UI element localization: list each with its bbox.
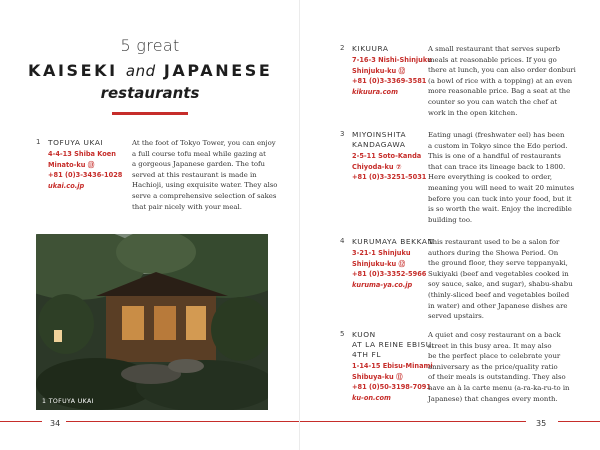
entry-name-line: KURUMAYA BEKKAN xyxy=(352,237,434,246)
description-line: soy sauce, sake, and sugar), shabu-shabu xyxy=(428,280,573,289)
entry-number: 3 xyxy=(340,130,345,138)
description-line: Here everything is cooked to order, xyxy=(428,173,553,182)
description-line: serve a comprehensive selection of sakes xyxy=(132,191,277,200)
footer-rule-left-long xyxy=(66,421,300,422)
entry-address xyxy=(352,248,426,290)
website-link[interactable]: kuruma-ya.co.jp xyxy=(352,280,413,289)
entry-description xyxy=(428,44,576,118)
entry-4 xyxy=(340,237,590,327)
description-line: Hachioji, using exquisite water. They also xyxy=(132,181,278,190)
description-line: (thinly-sliced beef and vegetables boiled xyxy=(428,290,570,299)
entry-address xyxy=(48,149,122,191)
address-line: Chiyoda-ku ⑦ xyxy=(352,162,402,171)
entry-name-line: 4TH FL xyxy=(352,350,382,359)
description-line: there at lunch, you can also order donburi xyxy=(428,66,576,75)
title-word-japanese: JAPANESE xyxy=(163,61,273,80)
entry-name-line: KIKUURA xyxy=(352,44,389,53)
description-line: A quiet and cosy restaurant on a back xyxy=(428,331,561,339)
address-line: 7-16-3 Nishi-Shinjuku xyxy=(352,56,432,64)
address-line: 2-5-11 Soto-Kanda xyxy=(352,152,422,160)
entry-description xyxy=(132,138,277,212)
description-line: of their meals is outstanding. They also xyxy=(428,373,566,382)
entry-name xyxy=(352,130,406,150)
description-line: before you can tuck into your food, but it xyxy=(428,194,572,203)
phone-number: +81 (0)50-3198-7091 xyxy=(352,383,431,392)
description-line: is so worth the wait. Enjoy the incredible xyxy=(428,205,572,214)
description-line: served upstairs. xyxy=(428,312,484,321)
entry-description xyxy=(428,130,574,225)
description-line: authors during the Showa Period. On xyxy=(428,248,559,257)
entry-name-line: TOFUYA UKAI xyxy=(48,138,104,147)
page-number-right: 35 xyxy=(536,419,547,428)
entry-number: 4 xyxy=(340,237,345,245)
entry-3 xyxy=(340,130,590,230)
restaurant-photo xyxy=(36,234,268,410)
entry-name-line: KANDAGAWA xyxy=(352,140,406,149)
entry-number: 5 xyxy=(340,330,345,338)
title-line-3: restaurants xyxy=(100,84,200,102)
title-word-and: and xyxy=(125,62,156,80)
description-line: counter so you can watch the chef at xyxy=(428,97,558,106)
address-line: 1-14-15 Ebisu-Minami xyxy=(352,362,433,370)
title-line-1: 5 great xyxy=(120,36,180,55)
title-underline xyxy=(112,112,188,115)
address-line: Shibuya-ku ⑪ xyxy=(352,372,403,381)
description-line: Sukiyaki (beef and vegetables cooked in xyxy=(428,269,569,278)
website-link[interactable]: kikuura.com xyxy=(352,87,398,96)
footer-rule-right xyxy=(558,421,600,422)
page-number-left: 34 xyxy=(50,419,61,428)
address-line: 3-21-1 Shinjuku xyxy=(352,249,411,257)
entry-address xyxy=(352,361,433,403)
description-line: a gorgeous Japanese garden. The tofu xyxy=(132,160,265,169)
photo-illustration xyxy=(36,234,268,410)
title-block xyxy=(28,36,272,102)
entry-description xyxy=(428,237,573,322)
entry-name-line: KUON xyxy=(352,330,376,339)
description-line: that pair nicely with your meal. xyxy=(132,202,242,211)
photo-caption: 1 TOFUYA UKAI xyxy=(42,398,94,405)
description-line: meaning you will need to wait 20 minutes xyxy=(428,183,575,192)
description-line: At the foot of Tokyo Tower, you can enjoy xyxy=(132,139,276,147)
entry-name-line: AT LA REINE EBISU, xyxy=(352,340,435,349)
entry-number: 2 xyxy=(340,44,345,52)
description-line: a full course tofu meal while gazing at xyxy=(132,149,266,158)
entry-1 xyxy=(36,138,276,228)
phone-number: +81 (0)3-3251-5031 xyxy=(352,173,427,182)
description-line: This restaurant used to be a salon for xyxy=(428,238,560,246)
entry-name xyxy=(352,237,434,247)
footer-rule-left xyxy=(0,421,42,422)
phone-number: +81 (0)3-3369-3581 xyxy=(352,77,427,86)
entry-name xyxy=(352,44,389,54)
phone-number: +81 (0)3-3436-1028 xyxy=(48,171,123,180)
description-line: street in this busy area. It may also xyxy=(428,341,552,350)
address-line: 4-4-13 Shiba Koen xyxy=(48,150,116,158)
entry-address xyxy=(352,55,432,97)
address-line: Shinjuku-ku ⑫ xyxy=(352,66,406,75)
phone-number: +81 (0)3-3352-5966 xyxy=(352,270,427,279)
description-line: be the perfect place to celebrate your xyxy=(428,352,561,361)
description-line: the ground floor, they serve teppanyaki, xyxy=(428,259,568,268)
website-link[interactable]: ukai.co.jp xyxy=(48,181,85,190)
description-line: This is one of a handful of restaurants xyxy=(428,152,561,161)
address-line: Shinjuku-ku ⑫ xyxy=(352,259,406,268)
entry-name xyxy=(352,330,435,360)
entry-number: 1 xyxy=(36,138,41,146)
description-line: meals at reasonable prices. If you go xyxy=(428,55,557,64)
address-line: Minato-ku ⑬ xyxy=(48,160,95,169)
description-line: A small restaurant that serves superb xyxy=(428,45,561,53)
entry-name-line: MIYOINSHITA xyxy=(352,130,407,139)
entry-2 xyxy=(340,44,590,124)
title-line-2 xyxy=(28,61,272,80)
entry-description xyxy=(428,330,570,404)
description-line: Eating unagi (freshwater eel) has been xyxy=(428,131,565,139)
description-line: Japanese) that changes every month. xyxy=(428,394,558,403)
entry-5 xyxy=(340,330,590,420)
description-line: have an à la carte menu (a-ra-ka-ru-to in xyxy=(428,383,570,392)
website-link[interactable]: ku-on.com xyxy=(352,393,391,402)
description-line: more reasonable price. Bag a seat at the xyxy=(428,87,571,96)
description-line: (a bowl of rice with a topping) at an even xyxy=(428,76,573,85)
description-line: a custom in Tokyo since the Edo period. xyxy=(428,141,568,150)
description-line: anniversary as the price/quality ratio xyxy=(428,362,558,371)
footer-rule-right-long xyxy=(300,421,526,422)
title-word-kaiseki: KAISEKI xyxy=(28,61,118,80)
description-line: in water) and other Japanese dishes are xyxy=(428,301,568,310)
description-line: building too. xyxy=(428,215,473,224)
entry-name xyxy=(48,138,103,148)
description-line: work in the open kitchen. xyxy=(428,108,518,117)
description-line: that can trace its lineage back to 1800. xyxy=(428,162,566,171)
description-line: served at this restaurant is made in xyxy=(132,170,257,179)
right-page xyxy=(300,0,600,450)
entry-address xyxy=(352,151,426,183)
